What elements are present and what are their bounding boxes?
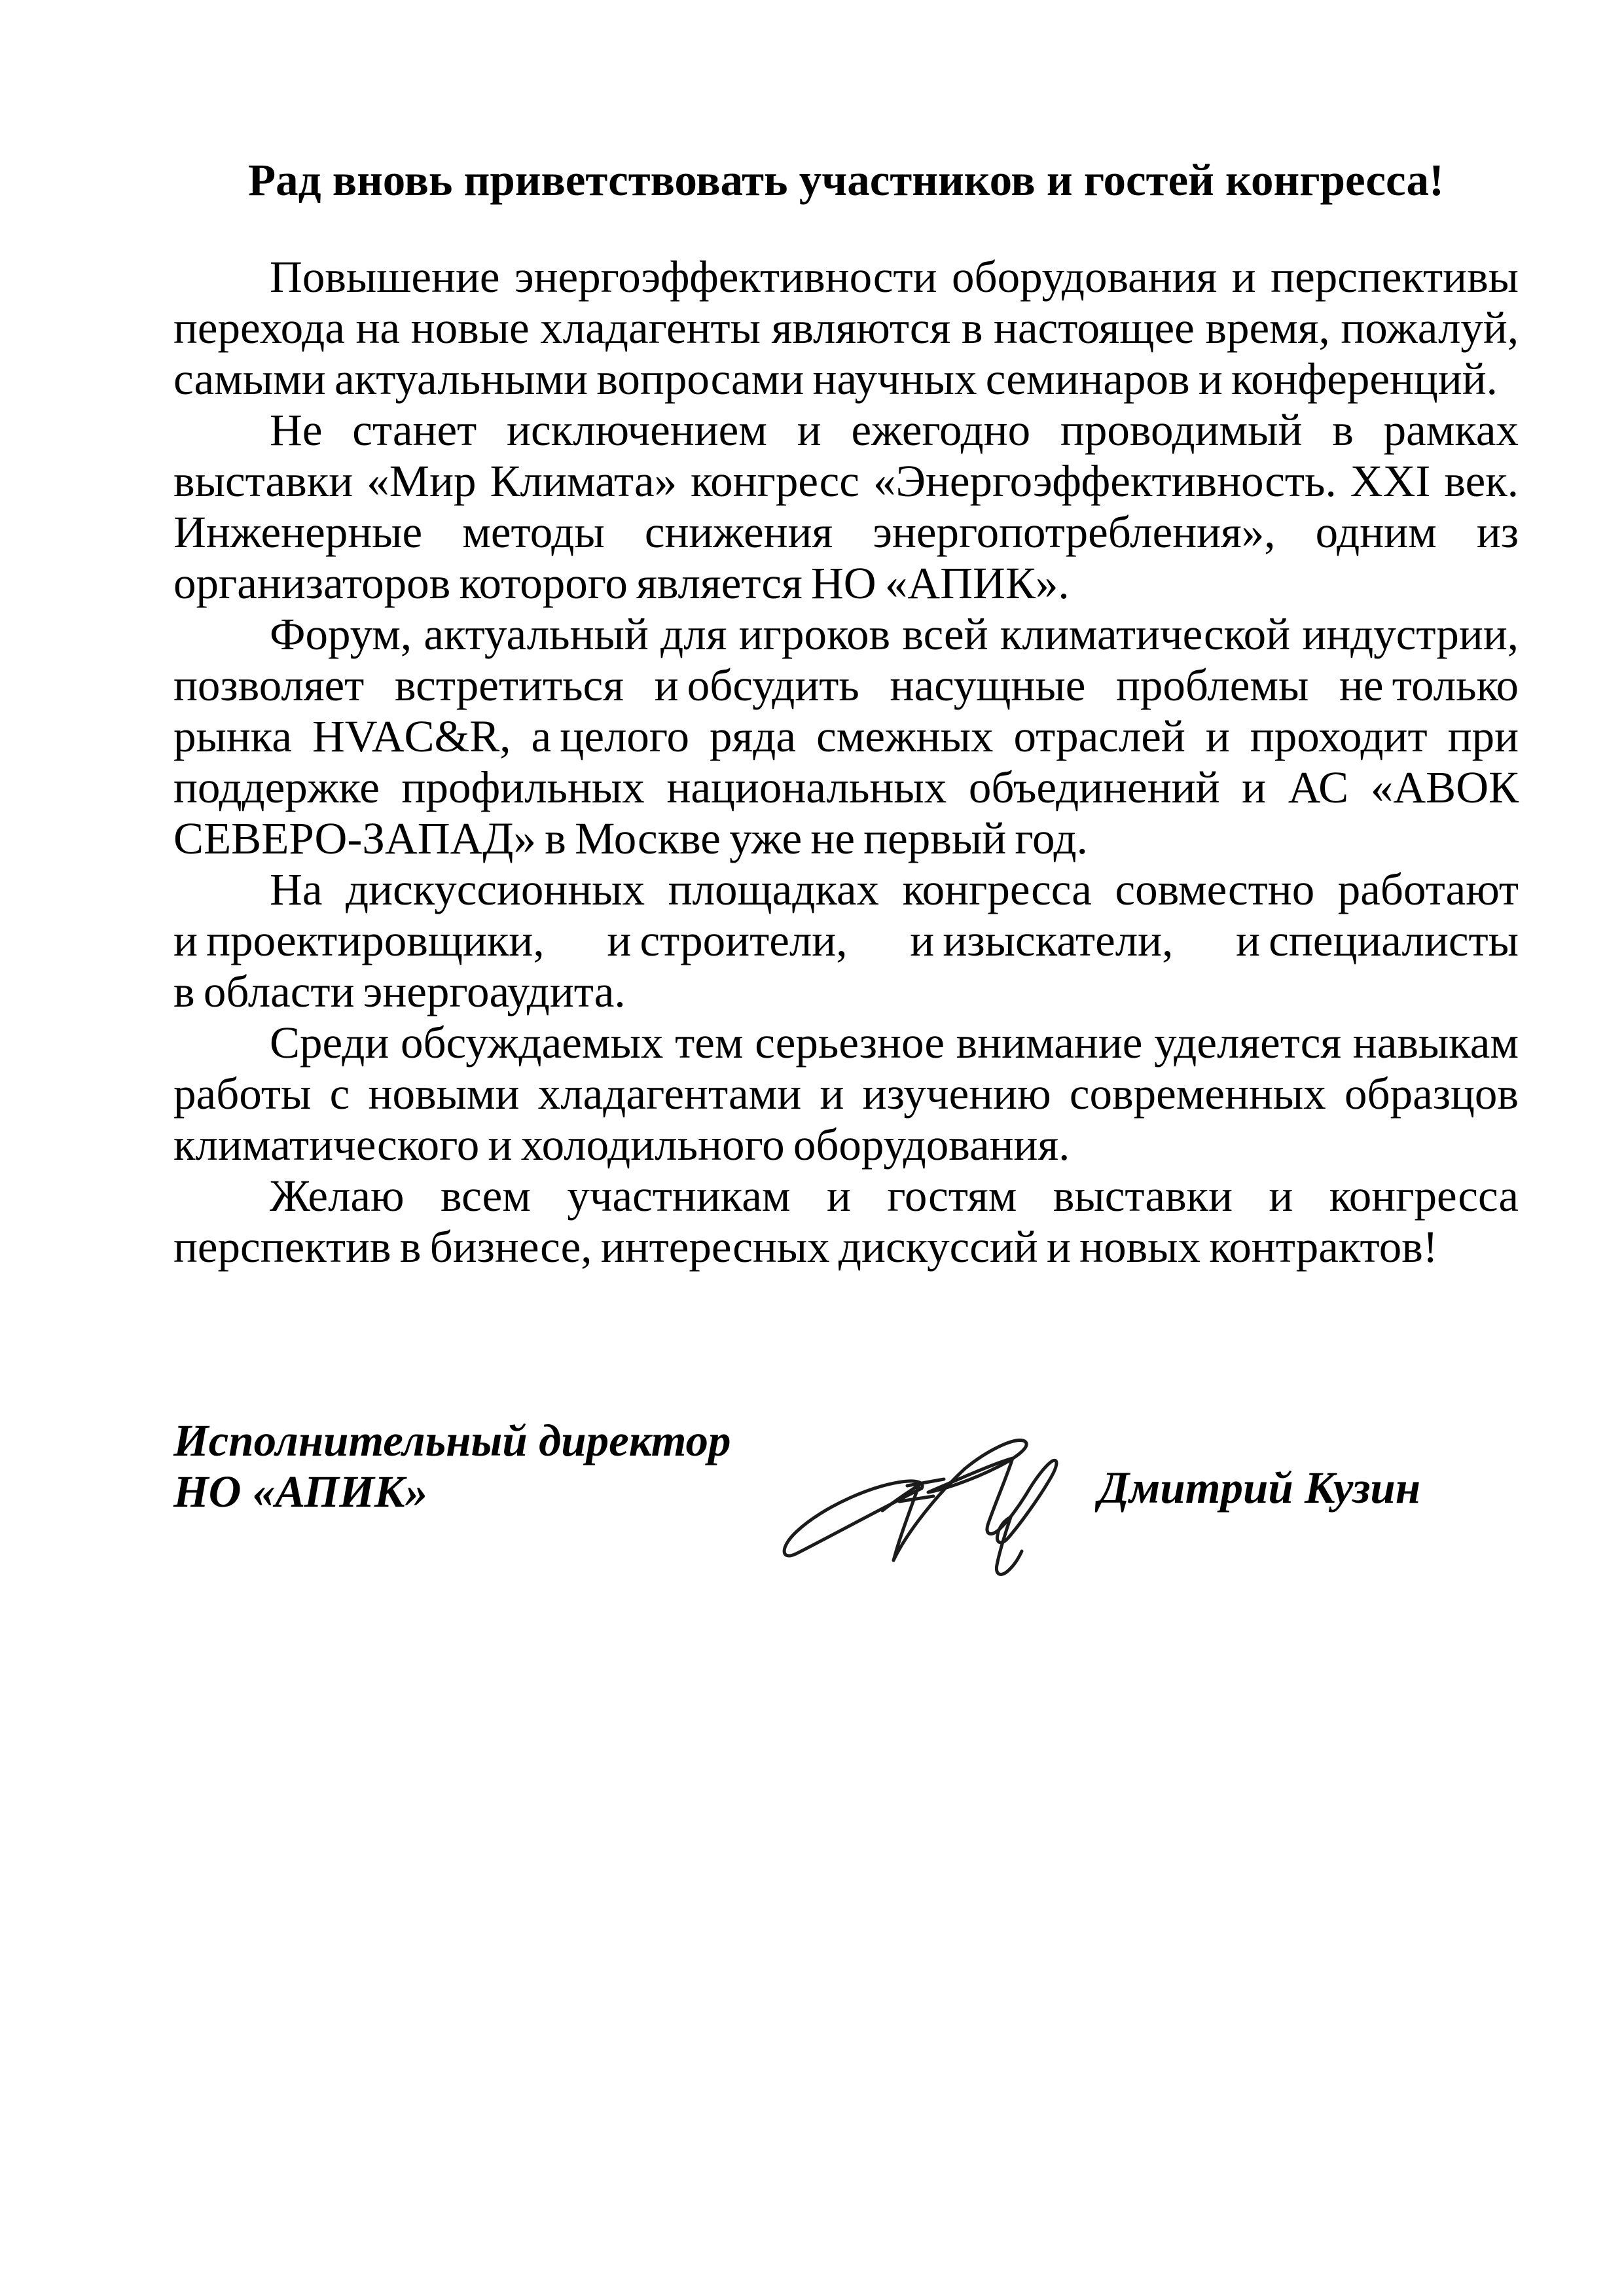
paragraph [173,1017,1519,1170]
word: Инженерные [173,507,423,557]
word: конгресса [1329,1171,1519,1221]
word: и обсудить [654,660,859,710]
signatory-role-line-2: НО «АПИК» [173,1467,428,1516]
word: позволяет [173,660,365,710]
word: и [797,405,821,455]
word: в [399,1222,422,1272]
word: из [1476,507,1519,557]
word: в [1332,405,1354,455]
word: перехода [173,303,345,353]
word: энергопотребления», [873,507,1276,557]
word: и [826,1171,851,1221]
word: выставки [1053,1171,1233,1221]
body-text-line [173,609,1519,660]
word: XXI [1350,456,1431,506]
word: отраслей [1013,711,1185,761]
signatory-name: Дмитрий Кузин [1098,1463,1421,1513]
word: выставки [173,456,353,506]
letter-content [173,154,1519,1272]
body-text-line [173,711,1519,762]
word: являются [771,303,951,353]
body-text-line [173,404,1519,456]
word: методы [462,507,605,557]
word: не [810,814,855,863]
body-text-line [173,1017,1519,1068]
word: индустрии, [1302,609,1519,659]
word: вопросами [596,354,804,404]
word: а целого [531,711,689,761]
body-text-line [173,1170,1519,1221]
word: контрактов! [1209,1222,1438,1272]
word: АС [1288,762,1349,812]
word: поддержке [173,762,380,812]
word: профильных [401,762,645,812]
body-text-line [173,1119,1519,1170]
handwritten-signature-icon [779,1420,1060,1590]
word: холодильного [520,1120,785,1170]
word: и изыскатели, [910,916,1174,965]
body-text-line [173,660,1519,711]
word: участникам [567,1171,791,1221]
word: первый [863,814,1007,863]
word: новых [1079,1222,1201,1272]
word: HVAC&R, [312,711,511,761]
word: энергоаудита. [363,967,626,1016]
word: с [329,1069,350,1119]
body-text-line [173,1221,1519,1272]
word: Среди [270,1018,389,1067]
word: является [636,558,803,608]
word: конгресса [902,865,1092,914]
word: в [961,303,983,353]
word: тем [675,1018,744,1067]
word: не только [1339,660,1519,710]
word: площадках [668,865,880,914]
word: национальных [666,762,947,812]
word: работают [1337,865,1519,914]
word: самыми [173,354,326,404]
word: перспектив [173,1222,391,1272]
word: серьезное [755,1018,945,1067]
word: совместно [1115,865,1315,914]
word: исключением [507,405,767,455]
word: бизнесе, [429,1222,592,1272]
body-text-line [173,1068,1519,1119]
paragraph [173,251,1519,404]
body-text-line [173,507,1519,558]
word: уделяется [1154,1018,1342,1067]
word: образцов [1344,1069,1519,1119]
word: смежных [816,711,994,761]
body-text-line [173,762,1519,813]
word: время, [1205,303,1330,353]
word: Не [270,405,323,455]
word: оборудования. [793,1120,1070,1170]
body-text-line [173,302,1519,353]
word: насущные [890,660,1086,710]
word: «Энергоэффективность. [873,456,1337,506]
word: и [1046,1222,1071,1272]
word: перспективы [1271,252,1519,302]
word: рамках [1383,405,1519,455]
word: современных [1069,1069,1326,1119]
word: настоящее [994,303,1195,353]
word: проходит [1250,711,1428,761]
word: семинаров [985,354,1190,404]
word: На [270,865,323,914]
word: «Мир [367,456,477,506]
signatory-role-line-1: Исполнительный директор [173,1416,731,1465]
word: «АВОК [1370,762,1519,812]
word: новые [410,303,530,353]
word: внимание [956,1018,1143,1067]
word: ряда [710,711,797,761]
word: климатического [173,1120,480,1170]
word: и проектировщики, [173,916,545,965]
word: Желаю [270,1171,405,1221]
word: СЕВЕРО-ЗАПАД» [173,814,536,863]
word: Повышение [270,252,500,302]
word: и [1205,711,1230,761]
word: хладагентами [537,1069,802,1119]
word: новыми [368,1069,520,1119]
word: снижения [644,507,833,557]
body-text-line [173,251,1519,302]
word: гостям [887,1171,1017,1221]
paragraph [173,609,1519,864]
word: конгресс [691,456,859,506]
signatory-role [173,1415,731,1517]
word: и [1269,1171,1293,1221]
word: области [203,967,355,1016]
paragraph [173,864,1519,1017]
word: станет [352,405,477,455]
word: организаторов [173,558,451,608]
letter-title: Рад вновь приветствовать участников и гостей конгресса! [247,155,1445,205]
paragraph [173,404,1519,609]
word: на [355,303,401,353]
body-text-line [173,813,1519,864]
word: для [660,609,727,659]
word: энергоэффективности [514,252,937,302]
word: НО [810,558,876,608]
word: век. [1444,456,1519,506]
word: интересных [600,1222,830,1272]
word: конференций. [1231,354,1498,404]
word: которого [459,558,628,608]
word: проводимый [1060,405,1303,455]
body-text-line [173,353,1519,404]
word: Москве [575,814,721,863]
body-text-line [173,558,1519,609]
word: рынка [173,711,292,761]
word: пожалуй, [1341,303,1519,353]
body-text-line [173,864,1519,915]
word: «АПИК». [884,558,1070,608]
word: работы [173,1069,312,1119]
word: игроков [738,609,891,659]
word: и [1231,252,1256,302]
word: изучению [862,1069,1051,1119]
word: дискуссий [838,1222,1038,1272]
body-text-line [173,456,1519,507]
word: Форум, [270,609,412,659]
word: навыкам [1352,1018,1519,1067]
word: и [1198,354,1223,404]
word: и [820,1069,844,1119]
word: встретиться [394,660,624,710]
word: климатической [1000,609,1291,659]
word: всем [440,1171,531,1221]
word: проблемы [1115,660,1309,710]
word: при [1447,711,1519,761]
word: хладагенты [540,303,761,353]
word: оборудования [951,252,1218,302]
word: уже [729,814,803,863]
paragraph [173,1170,1519,1272]
letter-body [173,251,1519,1272]
word: дискуссионных [346,865,645,914]
word: в [173,967,195,1016]
body-text-line [173,915,1519,966]
word: обсуждаемых [400,1018,664,1067]
word: и специалисты [1236,916,1519,965]
word: всей [902,609,988,659]
word: объединений [968,762,1220,812]
word: одним [1315,507,1437,557]
word: актуальный [424,609,649,659]
word: и [488,1120,513,1170]
word: и строители, [607,916,848,965]
word: ежегодно [851,405,1031,455]
word: в [545,814,566,863]
word: Климата» [490,456,677,506]
word: год. [1015,814,1088,863]
word: актуальными [334,354,588,404]
word: и [1242,762,1267,812]
body-text-line [173,966,1519,1017]
word: научных [812,354,977,404]
